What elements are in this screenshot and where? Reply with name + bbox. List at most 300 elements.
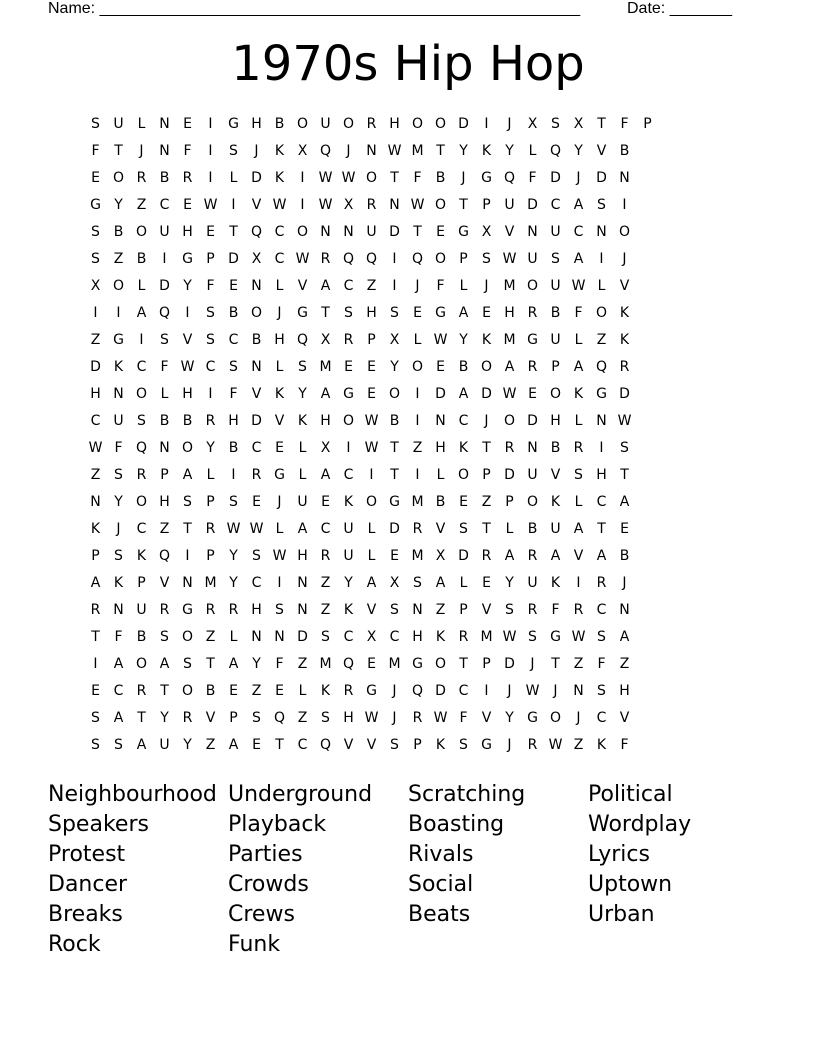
grid-letter: E [390, 548, 399, 564]
word-item: Funk [228, 932, 281, 957]
grid-letter: A [320, 386, 331, 402]
grid-letter: Z [297, 656, 308, 672]
grid-letter: S [298, 359, 307, 375]
grid-letter: I [392, 251, 397, 267]
grid-letter: R [412, 521, 423, 537]
grid-letter: P [413, 737, 422, 753]
grid-letter: D [389, 521, 400, 537]
grid-letter: U [320, 116, 331, 132]
grid-letter: H [90, 386, 101, 402]
grid-letter: M [411, 548, 424, 564]
grid-letter: L [298, 440, 307, 456]
grid-letter: O [618, 224, 631, 240]
grid-letter: X [366, 629, 377, 645]
grid-letter: O [342, 116, 355, 132]
grid-letter: L [229, 170, 238, 186]
grid-letter: P [505, 494, 514, 510]
grid-letter: A [136, 305, 147, 321]
grid-letter: A [297, 521, 308, 537]
grid-letter: J [392, 683, 397, 699]
grid-row [84, 601, 659, 628]
grid-letter: W [433, 710, 448, 726]
grid-letter: G [182, 602, 193, 618]
grid-letter: Z [573, 656, 584, 672]
grid-letter: I [415, 386, 420, 402]
grid-letter: F [91, 143, 100, 159]
grid-letter: B [228, 305, 239, 321]
grid-letter: I [208, 386, 213, 402]
grid-letter: I [622, 197, 627, 213]
grid-letter: D [435, 683, 446, 699]
grid-letter: W [318, 197, 333, 213]
grid-letter: O [181, 683, 194, 699]
grid-letter: I [415, 467, 420, 483]
grid-letter: A [573, 197, 584, 213]
grid-letter: W [249, 521, 264, 537]
word-item: Social [408, 872, 474, 897]
grid-letter: G [343, 386, 354, 402]
grid-letter: H [274, 332, 285, 348]
grid-letter: V [205, 710, 216, 726]
grid-letter: U [550, 278, 561, 294]
grid-letter: G [596, 386, 607, 402]
grid-letter: Y [252, 656, 261, 672]
grid-letter: O [526, 278, 539, 294]
grid-letter: M [503, 332, 516, 348]
grid-letter: H [251, 116, 262, 132]
grid-letter: E [91, 170, 100, 186]
grid-letter: G [481, 737, 492, 753]
grid-letter: Z [320, 602, 331, 618]
grid-letter: R [366, 116, 377, 132]
grid-row [84, 574, 659, 601]
grid-letter: H [182, 386, 193, 402]
grid-letter: Z [159, 521, 170, 537]
grid-letter: S [482, 251, 491, 267]
grid-letter: P [137, 575, 146, 591]
grid-letter: C [389, 629, 400, 645]
word-item: Political [588, 782, 673, 807]
grid-letter: E [252, 494, 261, 510]
grid-letter: H [389, 116, 400, 132]
grid-letter: R [343, 332, 354, 348]
grid-letter: S [160, 629, 169, 645]
grid-letter: A [504, 548, 515, 564]
grid-letter: I [484, 683, 489, 699]
grid-letter: F [574, 305, 583, 321]
grid-letter: D [251, 170, 262, 186]
grid-letter: O [135, 386, 148, 402]
grid-letter: Q [250, 224, 263, 240]
word-item: Dancer [48, 872, 128, 897]
grid-letter: J [622, 575, 627, 591]
grid-letter: K [113, 575, 124, 591]
grid-letter: S [551, 116, 560, 132]
grid-letter: Q [411, 683, 424, 699]
grid-letter: Z [619, 656, 630, 672]
grid-letter: S [390, 737, 399, 753]
grid-letter: C [297, 737, 308, 753]
grid-letter: J [530, 656, 535, 672]
grid-letter: F [620, 737, 629, 753]
grid-letter: K [90, 521, 101, 537]
grid-letter: M [503, 278, 516, 294]
grid-letter: J [346, 143, 351, 159]
grid-letter: E [367, 656, 376, 672]
grid-letter: U [159, 224, 170, 240]
grid-letter: Z [320, 575, 331, 591]
grid-letter: C [228, 332, 239, 348]
grid-letter: L [574, 413, 583, 429]
grid-letter: A [90, 575, 101, 591]
grid-letter: Y [459, 332, 468, 348]
grid-letter: I [162, 251, 167, 267]
grid-letter: I [277, 575, 282, 591]
grid-letter: D [458, 116, 469, 132]
word-column [588, 780, 768, 960]
grid-letter: T [229, 224, 238, 240]
grid-letter: C [596, 494, 607, 510]
grid-letter: B [159, 170, 170, 186]
grid-letter: C [251, 575, 262, 591]
grid-letter: V [159, 575, 170, 591]
grid-letter: Z [205, 737, 216, 753]
grid-letter: O [296, 224, 309, 240]
grid-letter: O [549, 386, 562, 402]
grid-letter: E [183, 197, 192, 213]
grid-letter: T [137, 710, 146, 726]
grid-letter: A [504, 359, 515, 375]
grid-letter: A [619, 629, 630, 645]
grid-letter: V [481, 602, 492, 618]
grid-letter: H [228, 413, 239, 429]
grid-letter: E [91, 683, 100, 699]
grid-letter: V [619, 710, 630, 726]
grid-letter: L [229, 629, 238, 645]
grid-letter: O [411, 359, 424, 375]
grid-letter: Q [342, 656, 355, 672]
grid-letter: P [367, 332, 376, 348]
grid-letter: A [228, 656, 239, 672]
grid-letter: D [297, 629, 308, 645]
grid-letter: L [137, 116, 146, 132]
grid-letter: E [528, 386, 537, 402]
grid-letter: V [297, 278, 308, 294]
grid-letter: S [390, 602, 399, 618]
grid-letter: E [275, 683, 284, 699]
grid-letter: Y [459, 143, 468, 159]
grid-letter: X [297, 143, 308, 159]
grid-letter: F [436, 278, 445, 294]
grid-letter: R [205, 413, 216, 429]
grid-row [84, 466, 659, 493]
grid-letter: B [527, 521, 538, 537]
grid-letter: Z [90, 467, 101, 483]
grid-letter: X [90, 278, 101, 294]
grid-letter: Q [296, 332, 309, 348]
grid-row [84, 304, 659, 331]
grid-letter: X [320, 332, 331, 348]
grid-row [84, 277, 659, 304]
grid-letter: T [275, 737, 284, 753]
grid-letter: B [136, 629, 147, 645]
grid-letter: Z [435, 602, 446, 618]
grid-letter: Z [297, 710, 308, 726]
grid-letter: I [599, 251, 604, 267]
grid-letter: R [458, 629, 469, 645]
grid-letter: R [228, 602, 239, 618]
grid-letter: O [365, 494, 378, 510]
grid-row [84, 358, 659, 385]
grid-letter: U [297, 494, 308, 510]
grid-letter: F [620, 116, 629, 132]
grid-letter: B [550, 305, 561, 321]
grid-letter: T [620, 467, 629, 483]
grid-letter: N [251, 629, 262, 645]
grid-letter: A [159, 656, 170, 672]
grid-letter: N [389, 197, 400, 213]
grid-letter: H [251, 602, 262, 618]
grid-letter: C [550, 197, 561, 213]
grid-letter: P [643, 116, 652, 132]
grid-row [84, 493, 659, 520]
grid-letter: S [114, 737, 123, 753]
grid-letter: Z [366, 278, 377, 294]
grid-letter: K [297, 413, 308, 429]
grid-letter: S [137, 413, 146, 429]
grid-letter: N [297, 575, 308, 591]
grid-letter: I [599, 440, 604, 456]
grid-letter: G [412, 656, 423, 672]
grid-letter: T [597, 521, 606, 537]
grid-letter: N [343, 224, 354, 240]
grid-letter: B [159, 413, 170, 429]
word-column [48, 780, 228, 960]
grid-row [84, 250, 659, 277]
grid-letter: G [228, 116, 239, 132]
grid-letter: B [550, 440, 561, 456]
grid-row [84, 196, 659, 223]
grid-letter: E [436, 359, 445, 375]
grid-letter: U [113, 413, 124, 429]
grid-letter: G [90, 197, 101, 213]
grid-letter: N [182, 575, 193, 591]
grid-letter: P [459, 602, 468, 618]
grid-letter: K [619, 332, 630, 348]
grid-letter: W [571, 278, 586, 294]
grid-letter: R [527, 602, 538, 618]
grid-letter: Q [342, 251, 355, 267]
word-column [228, 780, 408, 960]
grid-letter: I [576, 575, 581, 591]
grid-letter: O [411, 116, 424, 132]
grid-letter: R [182, 170, 193, 186]
grid-letter: T [459, 656, 468, 672]
grid-letter: X [343, 197, 354, 213]
grid-letter: R [527, 548, 538, 564]
grid-letter: X [527, 116, 538, 132]
grid-letter: H [619, 683, 630, 699]
grid-letter: R [205, 602, 216, 618]
grid-letter: S [413, 575, 422, 591]
word-item: Speakers [48, 812, 149, 837]
grid-letter: W [410, 197, 425, 213]
grid-letter: R [573, 440, 584, 456]
grid-letter: I [300, 197, 305, 213]
grid-letter: T [482, 440, 491, 456]
grid-letter: D [596, 170, 607, 186]
puzzle-title: 1970s Hip Hop [231, 36, 585, 92]
grid-letter: U [527, 467, 538, 483]
grid-letter: L [413, 332, 422, 348]
grid-letter: R [320, 251, 331, 267]
grid-letter: J [507, 683, 512, 699]
worksheet-header [48, 0, 748, 20]
grid-letter: C [320, 521, 331, 537]
grid-letter: C [343, 467, 354, 483]
grid-letter: P [206, 494, 215, 510]
grid-letter: G [366, 683, 377, 699]
grid-letter: Q [319, 143, 332, 159]
grid-letter: S [206, 332, 215, 348]
grid-letter: I [231, 467, 236, 483]
grid-letter: A [320, 278, 331, 294]
grid-letter: K [113, 359, 124, 375]
grid-letter: K [343, 602, 354, 618]
grid-letter: X [251, 251, 262, 267]
grid-letter: I [484, 116, 489, 132]
grid-letter: O [549, 710, 562, 726]
grid-letter: A [550, 548, 561, 564]
grid-letter: L [275, 278, 284, 294]
grid-letter: W [387, 143, 402, 159]
grid-letter: O [181, 629, 194, 645]
grid-letter: R [251, 467, 262, 483]
grid-letter: G [274, 467, 285, 483]
grid-letter: J [507, 116, 512, 132]
grid-letter: R [619, 359, 630, 375]
grid-letter: T [390, 170, 399, 186]
grid-letter: J [139, 143, 144, 159]
grid-letter: U [550, 521, 561, 537]
grid-letter: Z [90, 332, 101, 348]
grid-letter: O [135, 224, 148, 240]
grid-letter: A [596, 548, 607, 564]
grid-letter: U [527, 251, 538, 267]
grid-row [84, 709, 659, 736]
grid-letter: S [229, 143, 238, 159]
word-item: Rock [48, 932, 101, 957]
grid-letter: Y [229, 575, 238, 591]
grid-letter: N [159, 116, 170, 132]
grid-letter: D [435, 386, 446, 402]
grid-letter: D [550, 170, 561, 186]
grid-letter: T [436, 143, 445, 159]
grid-row [84, 385, 659, 412]
grid-letter: G [113, 332, 124, 348]
grid-letter: J [622, 251, 627, 267]
grid-letter: E [367, 359, 376, 375]
grid-letter: U [159, 737, 170, 753]
grid-letter: Y [114, 494, 123, 510]
grid-letter: C [159, 197, 170, 213]
grid-letter: H [504, 305, 515, 321]
grid-letter: N [90, 494, 101, 510]
grid-letter: V [366, 602, 377, 618]
grid-letter: Y [505, 143, 514, 159]
grid-letter: Z [596, 332, 607, 348]
word-list [48, 780, 768, 960]
grid-letter: K [573, 386, 584, 402]
grid-letter: O [434, 197, 447, 213]
grid-letter: S [574, 467, 583, 483]
grid-letter: R [90, 602, 101, 618]
grid-letter: K [274, 143, 285, 159]
word-item: Wordplay [588, 812, 692, 837]
grid-letter: G [182, 251, 193, 267]
grid-letter: G [389, 494, 400, 510]
word-column [408, 780, 588, 960]
grid-letter: L [436, 467, 445, 483]
grid-letter: O [434, 251, 447, 267]
grid-letter: K [481, 332, 492, 348]
grid-letter: C [136, 359, 147, 375]
grid-letter: D [228, 251, 239, 267]
grid-letter: T [183, 521, 192, 537]
grid-letter: J [576, 710, 581, 726]
grid-letter: Y [206, 440, 215, 456]
grid-letter: S [528, 629, 537, 645]
grid-letter: E [413, 305, 422, 321]
grid-letter: O [250, 305, 263, 321]
grid-letter: O [503, 413, 516, 429]
grid-letter: I [346, 440, 351, 456]
grid-letter: R [366, 197, 377, 213]
grid-letter: J [576, 170, 581, 186]
grid-letter: C [573, 224, 584, 240]
grid-letter: O [595, 305, 608, 321]
grid-letter: V [619, 278, 630, 294]
grid-letter: V [596, 143, 607, 159]
grid-letter: R [343, 683, 354, 699]
grid-letter: W [318, 170, 333, 186]
grid-letter: K [274, 386, 285, 402]
grid-letter: S [275, 602, 284, 618]
grid-letter: B [205, 683, 216, 699]
grid-letter: F [459, 710, 468, 726]
grid-row [84, 439, 659, 466]
grid-letter: S [91, 710, 100, 726]
grid-letter: U [136, 602, 147, 618]
grid-letter: D [458, 548, 469, 564]
word-item: Crews [228, 902, 295, 927]
grid-letter: I [93, 656, 98, 672]
grid-letter: O [135, 494, 148, 510]
grid-letter: E [229, 278, 238, 294]
grid-letter: W [433, 332, 448, 348]
grid-letter: I [208, 143, 213, 159]
grid-letter: L [275, 521, 284, 537]
grid-letter: O [457, 467, 470, 483]
grid-letter: R [320, 548, 331, 564]
grid-letter: S [459, 737, 468, 753]
grid-letter: O [365, 170, 378, 186]
grid-letter: T [597, 116, 606, 132]
grid-letter: Y [505, 575, 514, 591]
grid-letter: A [136, 737, 147, 753]
grid-letter: K [274, 170, 285, 186]
grid-letter: B [458, 359, 469, 375]
